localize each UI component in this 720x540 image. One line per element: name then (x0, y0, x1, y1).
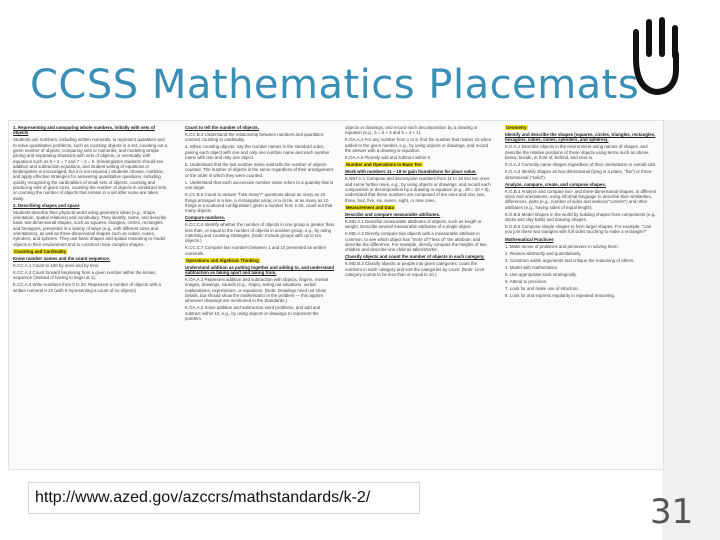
placemat-column-1 (13, 125, 168, 465)
url-link[interactable]: http://www.azed.gov/azccrs/mathstandards/k-2/ (35, 489, 371, 506)
placemat-heading: Count to tell the number of objects. (185, 125, 259, 130)
placemat-text: K.CC.A.2 Count forward beginning from a given number within the known sequence (instead of having to begin at 1). (13, 270, 156, 281)
placemat-heading: Identify and describe the shapes (squares, circles, triangles, rectangles, hexagons, cubes, cones, cylinders, and spheres). (505, 132, 656, 143)
placemat-heading: Understand addition as putting together and adding to, and understand subtraction as taking apart and taking from. (185, 264, 335, 276)
placemat-heading: 1. Representing and comparing whole numbers, initially with sets of objects (13, 125, 155, 136)
placemat-text: c. Understand that each successive number name refers to a quantity that is one larger. (185, 179, 334, 191)
placemat-text: K.MD.A.2 Directly compare two objects with a measurable attribute in common, to see which object has "more of"/"less of" the attribute, and describe the difference. For example, directly compare the heights of two children and describe one child as taller/shorter. (345, 231, 487, 253)
practice-item: 3. Construct viable arguments and critique the reasoning of others. (505, 257, 635, 263)
placemat-text: K.CC.B.4 Understand the relationship between numbers and quantities; connect counting to cardinality. (185, 132, 325, 143)
slide-title: CCSS Mathematics Placemats (30, 62, 640, 108)
placemat-text: objects or drawings, and record each decomposition by a drawing or equation (e.g., 5 = 2 + 3 and 5 = 4 + 1). (345, 125, 478, 136)
placemat-text: K.CC.C.7 Compare two numbers between 1 and 10 presented as written numerals. (185, 245, 327, 256)
page-number: 31 (650, 492, 694, 532)
placemat-text: b. Understand that the last number name said tells the number of objects counted. The number of objects is the same regardless of their arrangement or the order in which they were counted. (185, 162, 333, 178)
placemat-text: K.OA.A.4 For any number from 1 to 9, find the number that makes 10 when added to the given number, e.g., by using objects or drawings, and record the answer with a drawing or equation. (345, 137, 492, 153)
practice-item: 6. Attend to precision. (505, 279, 548, 285)
placemat-text: Students describe their physical world using geometric ideas (e.g., shape, orientation, spatial relations) and vocabulary. They identify, name, and describe basic two-dimensional shapes, such as squares, triangles, circles, rectangles, and hexagons, presented in a variety of ways (e.g., with different sizes and orientations), as well as three-dimensional shapes such as cubes, cones, cylinders, and spheres. They use basic shapes and spatial reasoning to model objects in their environment and to construct more complex shapes. (13, 209, 167, 247)
placemat-image (8, 120, 664, 470)
placemat-column-3 (345, 125, 495, 465)
placemat-text: K.G.A.3 Identify shapes as two-dimensional (lying in a plane, "flat") or three-dimensional ("solid"). (505, 169, 653, 180)
placemat-heading: Classify objects and count the number of objects in each category. (345, 254, 485, 260)
placemat-text: K.G.B.4 Analyze and compare two- and three-dimensional shapes, in different sizes and orientations, using informal language to describe their similarities, differences, parts (e.g., number of sides and vertices/"corners") and other attributes (e.g., having sides of equal length). (505, 188, 657, 210)
practice-item: 1. Make sense of problems and persevere in solving them. (505, 243, 619, 249)
placemat-highlight: Measurement and Data (346, 204, 395, 210)
practice-item: 2. Reason abstractly and quantitatively. (505, 250, 582, 256)
practice-item: 4. Model with mathematics. (505, 264, 559, 270)
placemat-highlight: Number and Operations in Base Ten (346, 162, 422, 168)
placemat-text: K.OA.A.1 Represent addition and subtraction with objects, fingers, mental images, drawings, sounds (e.g., claps), acting out situations, verbal explanations, expressions, or equations. (Note: Drawings need not show details, but should show the mathematics in the problem — this applies wherever drawings are mentioned in the Standards.) (185, 277, 329, 304)
practice-item: 7. Look for and make use of structure. (505, 286, 579, 292)
placemat-text: K.MD.A.1 Describe measurable attributes of objects, such as length or weight. Describe several measurable attributes of a single object. (345, 218, 482, 230)
placemat-text: K.OA.A.5 Fluently add and subtract within 5. (345, 155, 432, 161)
placemat-text: a. When counting objects, say the number names in the standard order, pairing each object with one and only one number name and each number name with one and only one object. (185, 144, 330, 161)
placemat-text: K.CC.C.6 Identify whether the number of objects in one group is greater than, less than, or equal to the number of objects in another group, e.g., by using matching and counting strategies. (Note: Include groups with up to ten objects.) (185, 222, 336, 244)
placemat-text: K.G.A.2 Correctly name shapes regardless of their orientations or overall size. (505, 162, 657, 168)
placemat-text: K.MD.B.3 Classify objects or people into given categories; count the numbers in each category and sort the categories by count. (Note: Limit category counts to be less than or equal to 10.) (345, 261, 485, 277)
placemat-text: K.CC.B.5 Count to answer "how many?" questions about as many as 20 things arranged in a line, a rectangular array, or a circle, or as many as 10 things in a scattered configuration; given a number from 1-20, count out that many objects. (185, 192, 333, 214)
placemat-text: K.CC.A.3 Write numbers from 0 to 20. Represent a number of objects with a written numeral 0-20 (with 0 representing a count of no objects). (13, 282, 161, 293)
placemat-text: K.G.B.5 Model shapes in the world by building shapes from components (e.g., sticks and clay balls) and drawing shapes. (505, 211, 657, 223)
placemat-heading: 2. Describing shapes and space (13, 202, 80, 208)
placemat-text: K.CC.A.1 Count to 100 by ones and by tens. (13, 262, 100, 268)
placemat-column-4 (505, 125, 657, 465)
url-box (28, 482, 420, 514)
right-bar (662, 120, 720, 540)
placemat-heading: Know number names and the count sequence. (13, 255, 111, 261)
placemat-highlight: Counting and Cardinality (14, 248, 67, 254)
placemat-text: K.NBT.A.1 Compose and decompose numbers from 11 to 19 into ten ones and some further ones, e.g., by using objects or drawings, and record each composition or decomposition by a drawing or equation (e.g., 18 = 10 + 8); understand that these numbers are composed of ten ones and one, two, three, four, five, six, seven, eight, or nine ones. (345, 176, 491, 203)
placemat-heading: Analyze, compare, create, and compose shapes. (505, 181, 607, 187)
placemat-heading: Mathematical Practices (505, 236, 554, 242)
placemat-column-2 (185, 125, 337, 465)
placemat-text: K.OA.A.2 Solve addition and subtraction word problems, and add and subtract within 10, e.g., by using objects or drawings to represent the problem. (185, 305, 321, 322)
placemat-heading: Work with numbers 11 – 19 to gain foundations for place value. (345, 169, 477, 175)
practice-item: 5. Use appropriate tools strategically. (505, 271, 577, 277)
placemat-text: Students use numbers, including written numerals, to represent quantities and to solve quantitative problems, such as counting objects in a set; counting out a given number of objects; comparing sets or numerals; and modeling simple joining and separating situations with sets of objects, or eventually with equations such as 5 + 2 = 7 and 7 − 2 = 5. (Kindergarten students should see addition and subtraction equations, and student writing of equations in kindergarten is encouraged, but it is not required.) Students choose, combine, and apply effective strategies for answering quantitative questions, including quickly recognizing the cardinalities of small sets of objects, counting and producing sets of given sizes, counting the number of objects in combined sets, or counting the number of objects that remain in a set after some are taken away. (13, 137, 168, 201)
placemat-text: K.G.A.1 Describe objects in the environment using names of shapes, and describe the relative positions of these objects using terms such as above, below, beside, in front of, behind, and next to. (505, 144, 650, 161)
placemat-heading: Compare numbers. (185, 215, 226, 221)
placemat-highlight: Geometry (506, 125, 527, 130)
placemat-highlight: Operations and Algebraic Thinking (186, 257, 259, 263)
placemat-heading: Describe and compare measurable attributes. (345, 211, 441, 217)
practice-item: 8. Look for and express regularity in repeated reasoning. (505, 293, 616, 299)
hand-icon (622, 8, 692, 98)
placemat-text: K.G.B.6 Compose simple shapes to form larger shapes. For example, "Can you join these two triangles with full sides touching to make a rectangle?" (505, 224, 652, 235)
